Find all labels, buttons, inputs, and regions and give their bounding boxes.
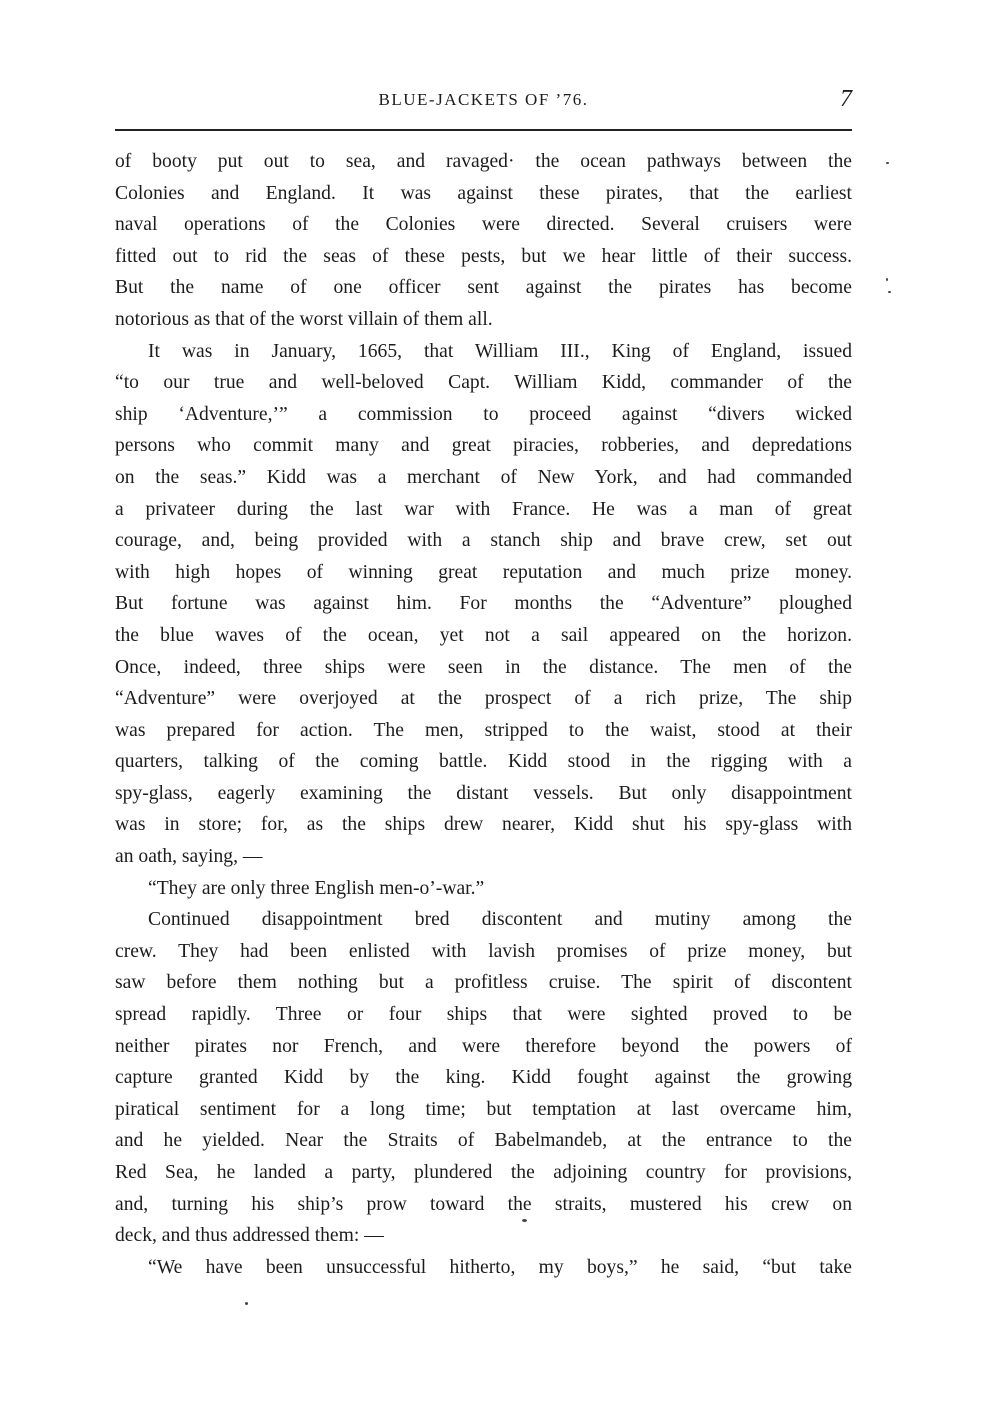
text-line: the blue waves of the ocean, yet not a sail appeared on the horizon.: [115, 624, 852, 646]
page-number: 7: [840, 86, 852, 112]
text-line: “We have been unsuccessful hitherto, my boys,” he said, “but take: [148, 1256, 852, 1278]
running-header: [115, 86, 852, 118]
text-line: naval operations of the Colonies were directed. Several cruisers were: [115, 214, 852, 236]
body-text: [115, 146, 852, 1283]
scan-speck: [886, 278, 888, 281]
text-line: capture granted Kidd by the king. Kidd fought against the growing: [115, 1067, 852, 1089]
text-line: neither pirates nor French, and were therefore beyond the powers of: [115, 1035, 852, 1057]
scan-speck: [888, 291, 891, 293]
text-line: saw before them nothing but a profitless cruise. The spirit of discontent: [115, 972, 852, 994]
text-line: quarters, talking of the coming battle. Kidd stood in the rigging with a: [115, 751, 852, 773]
text-line: Continued disappointment bred discontent and mutiny among the: [148, 909, 852, 931]
text-line: an oath, saying, —: [115, 846, 263, 868]
text-line: a privateer during the last war with France. He was a man of great: [115, 498, 852, 520]
text-line: courage, and, being provided with a stanch ship and brave crew, set out: [115, 530, 852, 552]
text-line: But fortune was against him. For months the “Adventure” ploughed: [115, 593, 852, 615]
text-line: with high hopes of winning great reputation and much prize money.: [115, 561, 852, 583]
text-line: and, turning his ship’s prow toward the straits, mustered his crew on: [115, 1193, 852, 1215]
text-line: was prepared for action. The men, stripped to the waist, stood at their: [115, 719, 852, 741]
scan-speck: [522, 1219, 527, 1222]
header-rule: [115, 129, 852, 131]
text-line: piratical sentiment for a long time; but temptation at last overcame him,: [115, 1098, 852, 1120]
text-line: It was in January, 1665, that William III., King of England, issued: [148, 340, 852, 362]
text-line: was in store; for, as the ships drew nearer, Kidd shut his spy-glass with: [115, 814, 852, 836]
text-line: and he yielded. Near the Straits of Babelmandeb, at the entrance to the: [115, 1130, 852, 1152]
text-line: But the name of one officer sent against the pirates has become: [115, 277, 852, 299]
text-line: Colonies and England. It was against these pirates, that the earliest: [115, 182, 852, 204]
text-line: spy-glass, eagerly examining the distant vessels. But only disappointment: [115, 782, 852, 804]
text-line: Once, indeed, three ships were seen in the distance. The men of the: [115, 656, 852, 678]
text-line: fitted out to rid the seas of these pests, but we hear little of their success.: [115, 245, 852, 267]
scan-speck: [245, 1302, 248, 1305]
text-line: “They are only three English men-o’-war.”: [148, 877, 485, 899]
text-line: spread rapidly. Three or four ships that were sighted proved to be: [115, 1004, 852, 1026]
text-line: Red Sea, he landed a party, plundered the adjoining country for provisions,: [115, 1162, 852, 1183]
text-line: persons who commit many and great piracies, robberies, and depredations: [115, 435, 852, 457]
text-line: on the seas.” Kidd was a merchant of New York, and had commanded: [115, 466, 852, 488]
text-line: ship ‘Adventure,’” a commission to proceed against “divers wicked: [115, 403, 852, 425]
text-line: of booty put out to sea, and ravaged· the ocean pathways between the: [115, 151, 852, 172]
running-title: BLUE-JACKETS OF ’76.: [378, 90, 589, 109]
text-line: notorious as that of the worst villain of them all.: [115, 308, 493, 330]
text-line: crew. They had been enlisted with lavish promises of prize money, but: [115, 940, 852, 962]
text-line: “Adventure” were overjoyed at the prospect of a rich prize, The ship: [115, 688, 852, 710]
text-line: “to our true and well-beloved Capt. William Kidd, commander of the: [115, 372, 852, 394]
scan-speck: [886, 162, 889, 164]
text-line: deck, and thus addressed them: —: [115, 1225, 384, 1247]
